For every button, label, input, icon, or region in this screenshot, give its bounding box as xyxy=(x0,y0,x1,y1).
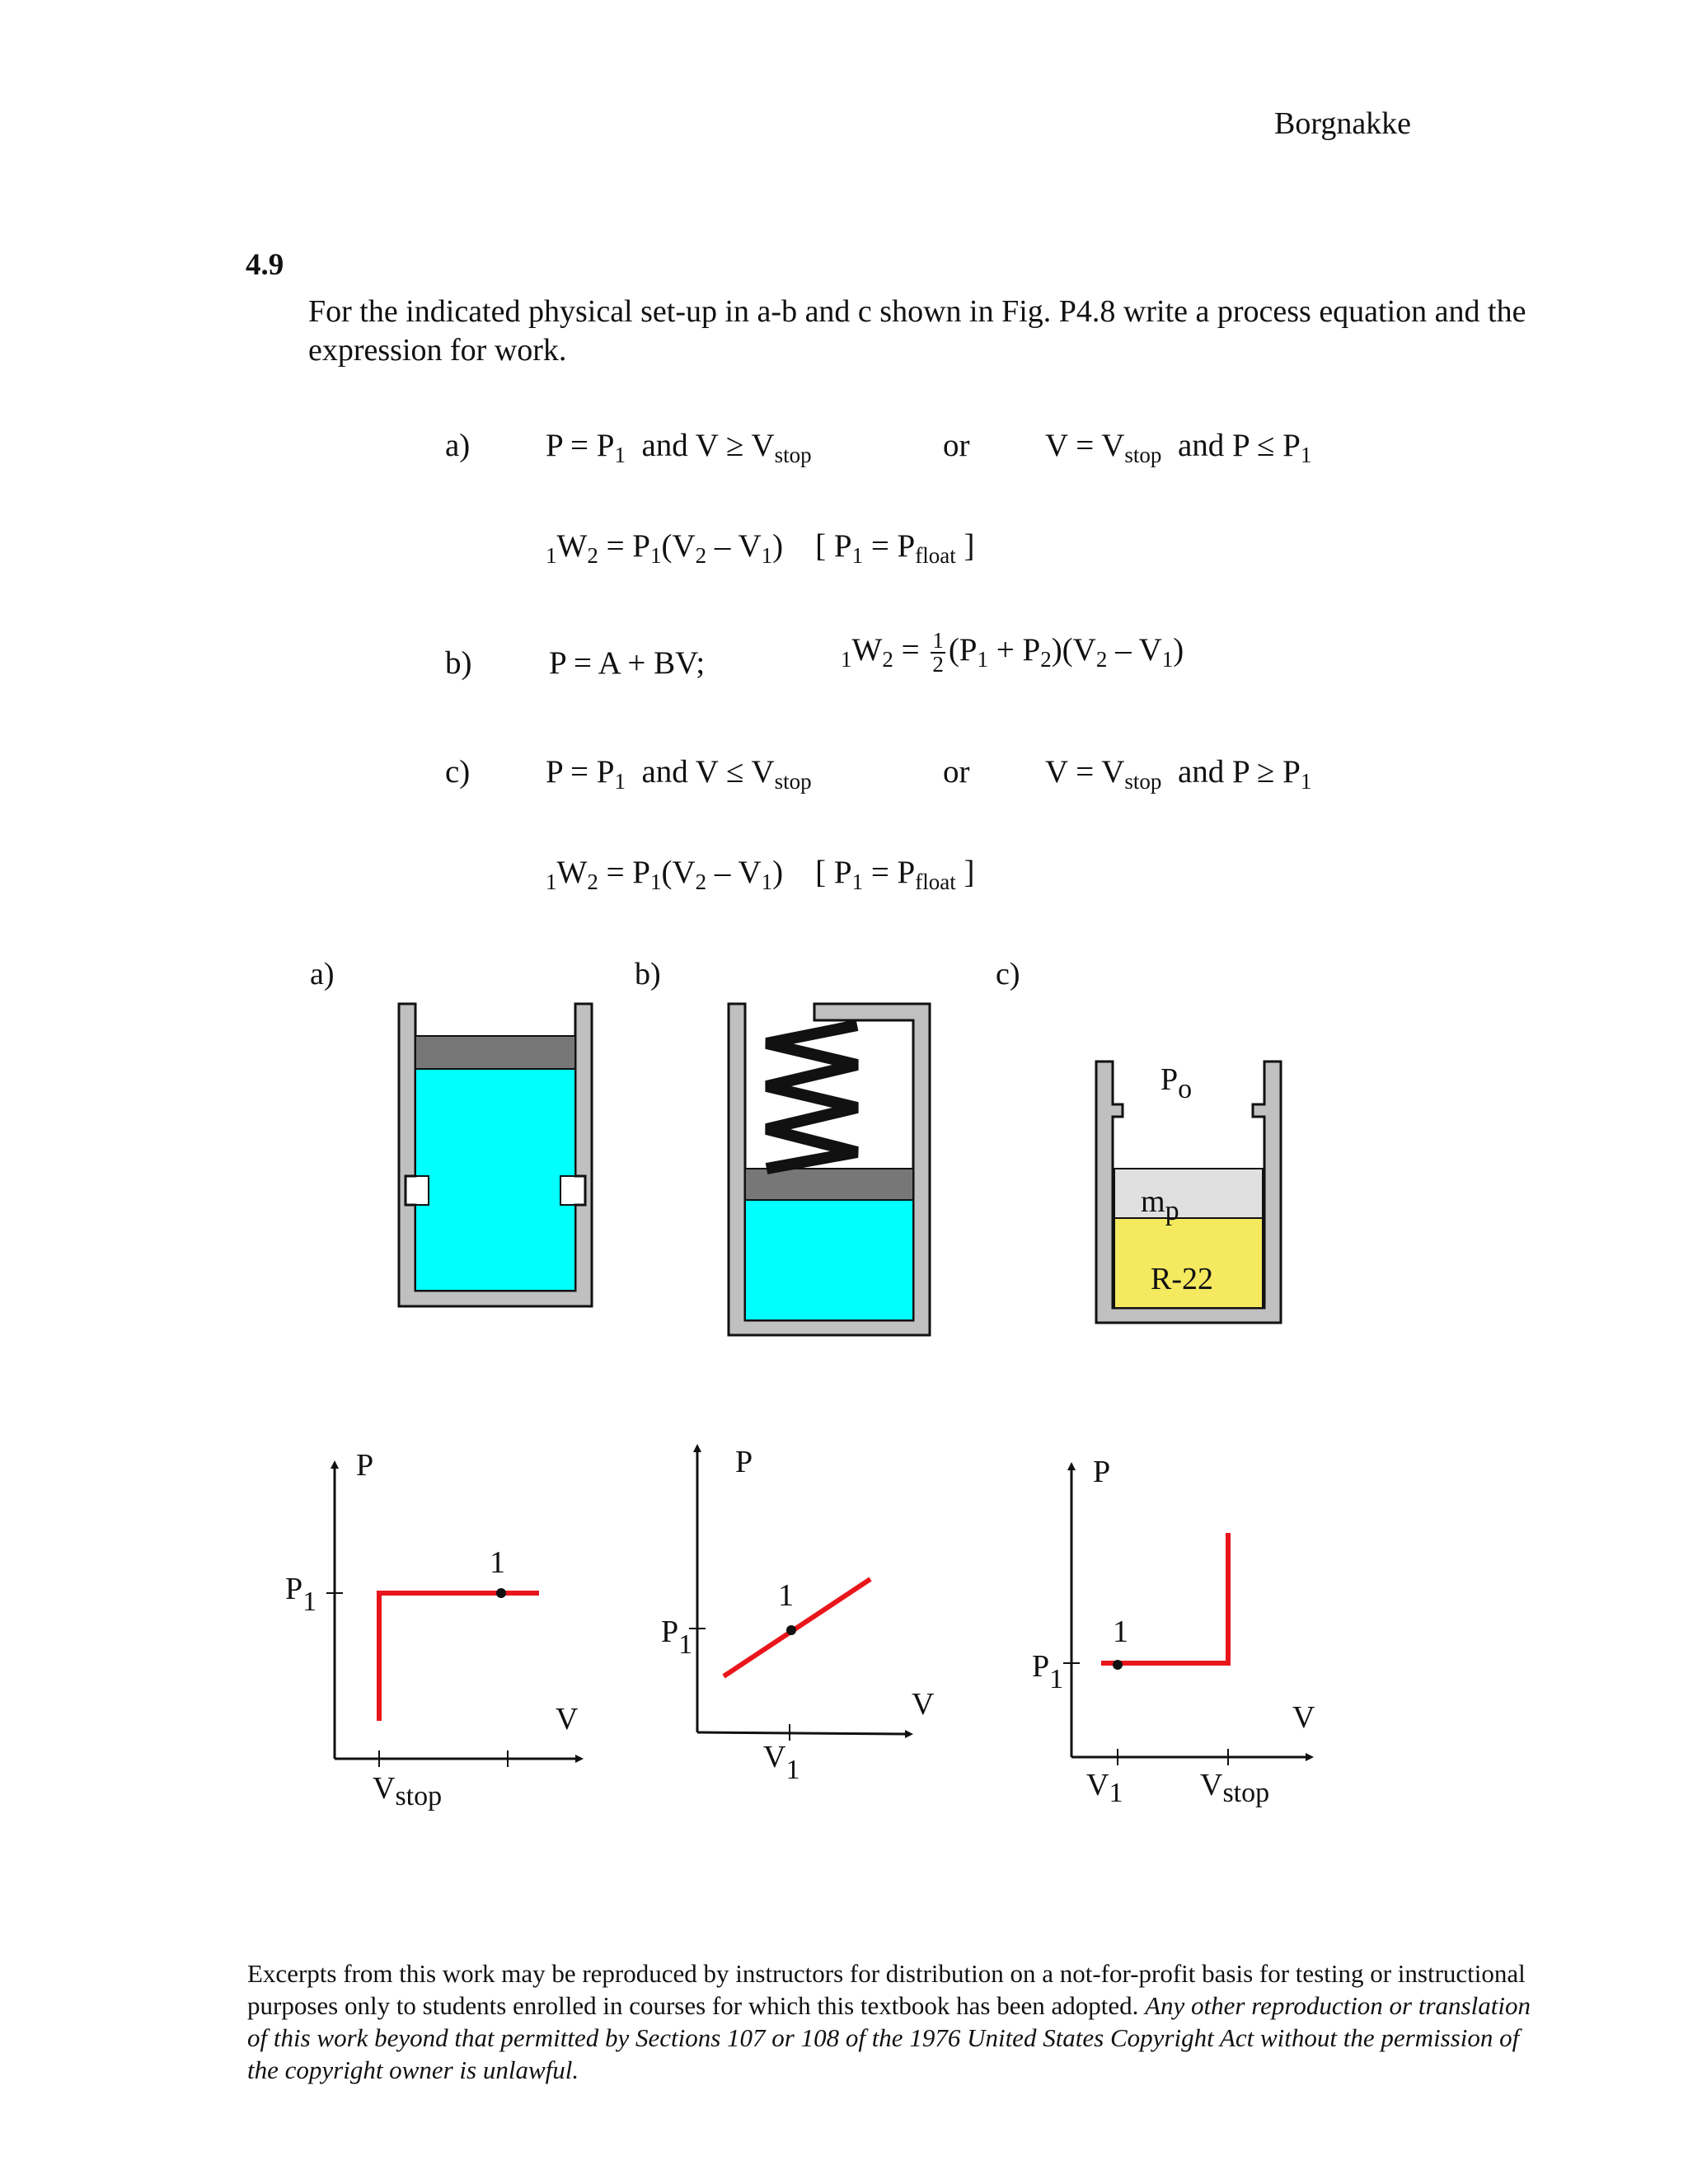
graph-a-p1-label: $P_1$ xyxy=(285,1572,317,1617)
graph-b-y-label: P xyxy=(735,1445,753,1479)
graph-c-y-label: P xyxy=(1093,1455,1111,1489)
graph-a xyxy=(326,1467,577,1767)
cylinder-b xyxy=(729,1004,930,1335)
graph-c xyxy=(1063,1469,1307,1765)
figure-b-label: b) xyxy=(635,957,661,991)
graph-c-v1-label: $V_1$ xyxy=(1086,1768,1123,1808)
graph-b-v1-label: $V_1$ xyxy=(763,1740,800,1785)
graph-c-state-point xyxy=(1113,1660,1123,1670)
graph-a-state-label: 1 xyxy=(490,1545,505,1580)
graph-b-state-point xyxy=(786,1625,796,1635)
cylinder-b-water xyxy=(745,1200,913,1320)
graph-c-vstop-label: $V_{stop}$ xyxy=(1200,1768,1270,1808)
answer-a-or: or xyxy=(943,428,970,463)
graph-b-p1-label: $P_1$ xyxy=(661,1615,693,1660)
answer-b-label: b) xyxy=(445,645,472,681)
figure-c-label: c) xyxy=(996,957,1020,991)
graph-a-vstop-label: $V_{stop}$ xyxy=(373,1771,443,1811)
author-header: Borgnakke xyxy=(1274,106,1412,141)
graph-a-x-label: V xyxy=(556,1702,579,1736)
problem-number: 4.9 xyxy=(246,248,284,282)
footer-italic-text: Any other reproduction or translation of this work beyond that permitted by Sections 107 or 108 of the 1976 United States Copyright Act without the permission of the copyright owner is unlawful. xyxy=(247,1991,1531,2084)
answer-c-process-left: $P = P_1$ and $V \le V_{stop}$ xyxy=(546,754,812,794)
answer-b-process: P = A + BV; xyxy=(549,645,706,681)
one-half-fraction: $\frac{1}{2}$ xyxy=(932,628,944,677)
graph-c-p1-label: $P_1$ xyxy=(1032,1649,1064,1694)
graph-a-process-curve xyxy=(379,1593,539,1721)
graph-a-y-label: P xyxy=(356,1448,374,1483)
figure-c-fluid-label: R-22 xyxy=(1151,1262,1213,1296)
answer-b-work: $_1W_2$ = $\frac{1}{2}$ $(P_1 + P_2)(V_2 - V_1)$ xyxy=(841,628,1184,677)
graph-b-x-label: V xyxy=(912,1687,935,1722)
figure-c-mp-label: $m_p$ xyxy=(1141,1184,1179,1226)
graph-a-state-point xyxy=(496,1588,506,1598)
graph-b-x-axis xyxy=(697,1732,907,1734)
problem-statement: For the indicated physical set-up in a-b and c shown in Fig. P4.8 write a process equation and the expression for work. xyxy=(308,294,1526,368)
graph-b xyxy=(689,1451,907,1741)
answer-a-process-left: $P = P_1$ and $V \ge V_{stop}$ xyxy=(546,428,812,467)
figure-c-p0-label: $P_o$ xyxy=(1160,1062,1193,1104)
answer-a-label: a) xyxy=(445,428,471,463)
answer-c-process-right: $V = V_{stop}$ and $P \ge P_1$ xyxy=(1045,754,1312,794)
answer-c-or: or xyxy=(943,754,970,790)
cylinder-a-water xyxy=(415,1069,575,1291)
graph-b-state-label: 1 xyxy=(778,1578,794,1613)
graph-c-x-label: V xyxy=(1292,1700,1315,1735)
cylinder-c-piston xyxy=(1114,1169,1263,1218)
answer-c-label: c) xyxy=(445,754,471,790)
figure-a-label: a) xyxy=(310,957,335,991)
answer-c-work: $_1W_2 = P_1(V_2 - V_1)$ [ $P_1 = P_{float}$ ] xyxy=(546,855,975,894)
cylinder-a-piston xyxy=(415,1036,575,1069)
answer-a-process-right: $V = V_{stop}$ and $P \le P_1$ xyxy=(1045,428,1312,467)
spring xyxy=(767,1025,857,1169)
graph-b-process-line xyxy=(724,1579,870,1676)
copyright-footer xyxy=(247,1957,1533,2086)
answer-a-work: $_1W_2 = P_1(V_2 - V_1)$ [ $P_1 = P_{float}$ ] xyxy=(546,528,975,568)
cylinder-a xyxy=(399,1004,592,1306)
footer-plain-text: Excerpts from this work may be reproduced by instructors for distribution on a not-for-profit basis for testing or instructional purposes only to students enrolled in courses for which this textbook has been adopted. xyxy=(247,1959,1526,2020)
graph-c-state-label: 1 xyxy=(1113,1615,1128,1649)
